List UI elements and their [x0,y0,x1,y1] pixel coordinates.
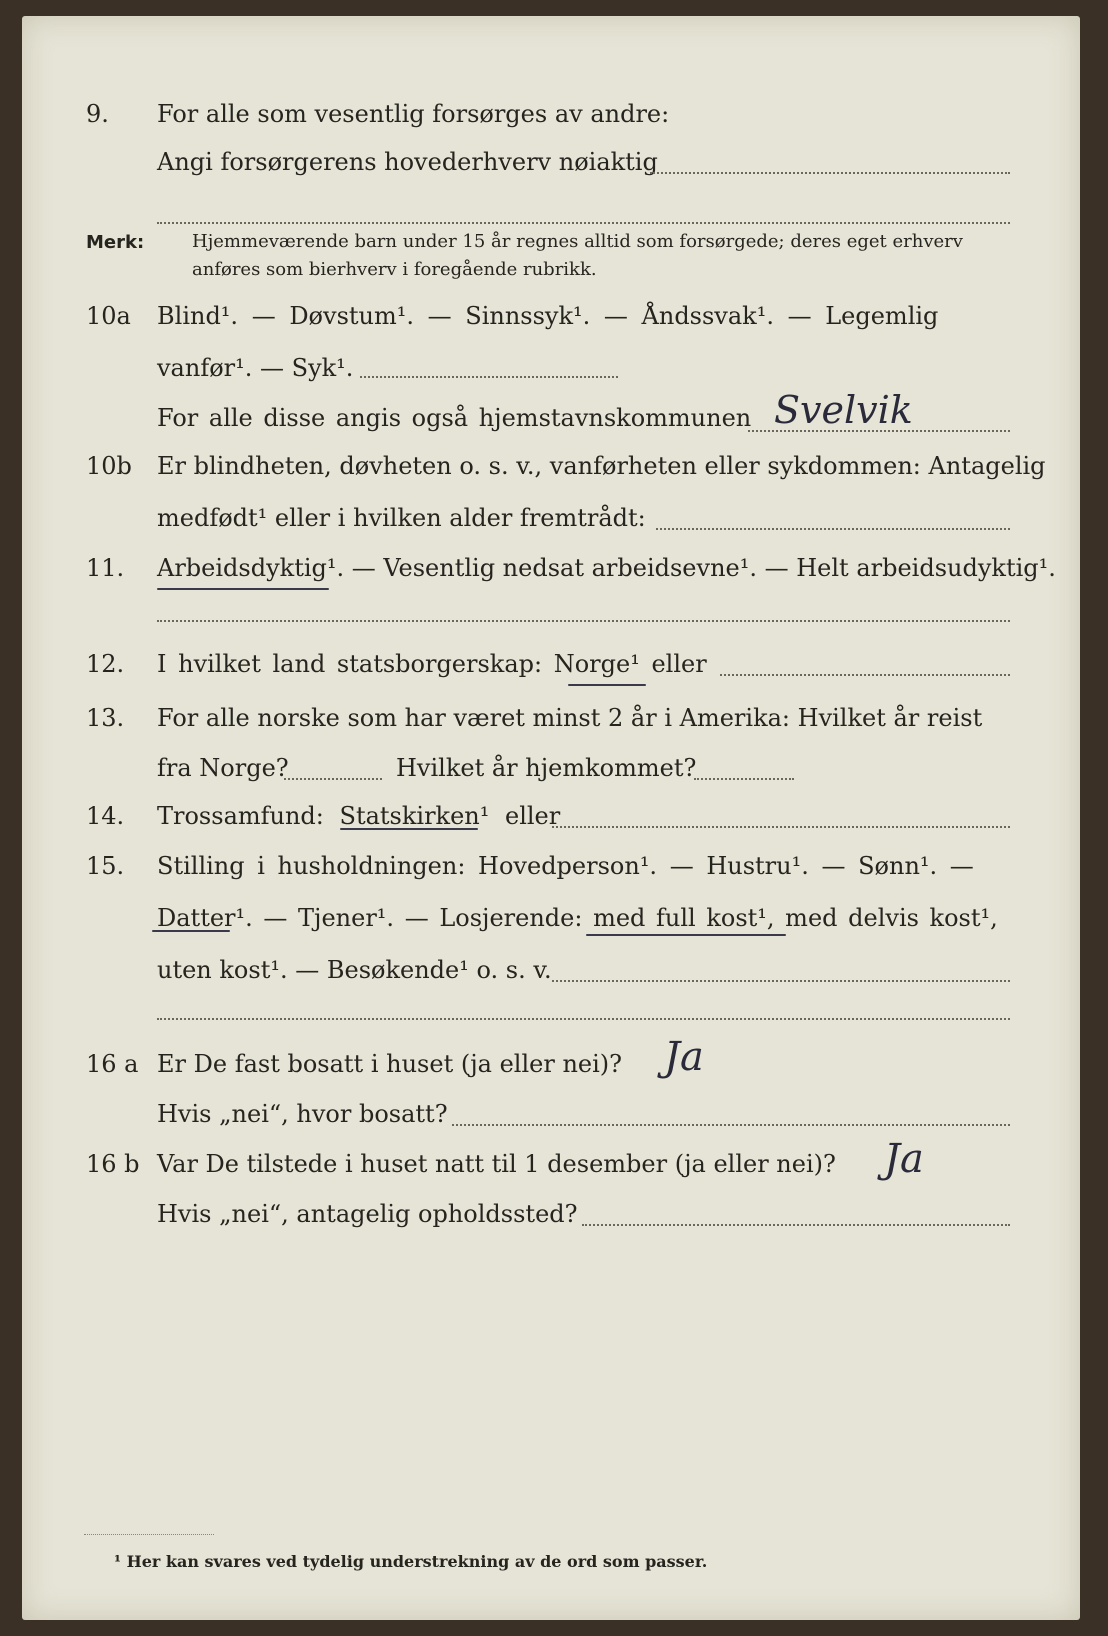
question-text: uten kost¹. — Besøkende¹ o. s. v. [157,956,552,984]
answer-line[interactable] [552,980,1010,982]
underline-mark [340,828,478,830]
question-10a [22,302,1080,342]
question-16b [22,1136,1080,1190]
answer-line[interactable] [720,674,1010,676]
answer-line[interactable] [157,1018,1010,1020]
question-text: Hvis „nei“, hvor bosatt? [157,1100,448,1128]
question-text: Angi forsørgerens hovederhverv nøiaktig [157,148,658,176]
question-10b-line2 [22,504,1080,544]
underline-mark [586,934,786,936]
question-13 [22,704,1080,744]
question-number: 16 a [86,1050,139,1078]
question-12 [22,650,1080,690]
question-number: 11. [86,554,125,582]
question-text: Blind¹. — Døvstum¹. — Sinnssyk¹. — Åndssvak¹. — Legemlig [157,302,939,330]
question-number: 10a [86,302,131,330]
question-text: Hvis „nei“, antagelig opholdssted? [157,1200,578,1228]
question-number: 9. [86,100,109,128]
underline-mark [152,930,230,932]
handwritten-answer: Ja [884,1136,924,1182]
handwritten-answer: Ja [664,1034,704,1080]
answer-line[interactable] [552,826,1010,828]
answer-line[interactable] [694,778,794,780]
question-text: Arbeidsdyktig¹. — Vesentlig nedsat arbeidsevne¹. — Helt arbeidsudyktig¹. [157,554,1056,582]
question-16b-line2 [22,1200,1080,1240]
question-text: I hvilket land statsborgerskap: Norge¹ eller [157,650,707,678]
question-text: Trossamfund: Statskirken¹ eller [157,802,561,830]
note-text [192,228,963,284]
question-number: 13. [86,704,125,732]
question-number: 12. [86,650,125,678]
answer-line[interactable] [582,1224,1010,1226]
question-text: Datter¹. — Tjener¹. — Losjerende: med full kost¹, med delvis kost¹, [157,904,998,932]
answer-line[interactable] [656,528,1010,530]
answer-line[interactable] [157,620,1010,622]
question-text: vanfør¹. — Syk¹. [157,354,354,382]
question-text: Er blindheten, døvheten o. s. v., vanførheten eller sykdommen: Antagelig [157,452,1046,480]
question-text: For alle disse angis også hjemstavnskommunen [157,404,752,432]
question-text: Hvilket år hjemkommet? [396,754,697,782]
question-15 [22,852,1080,892]
underline-mark [568,684,646,686]
question-number: 16 b [86,1150,140,1178]
footnote-divider [84,1534,214,1535]
question-text: Stilling i husholdningen: Hovedperson¹. — Hustru¹. — Sønn¹. — [157,852,974,880]
answer-line[interactable] [284,778,382,780]
question-text: fra Norge? [157,754,289,782]
question-text: medfødt¹ eller i hvilken alder fremtrådt: [157,504,646,532]
note-label: Merk: [86,232,145,253]
question-16a-line2 [22,1100,1080,1140]
question-15-line2 [22,904,1080,944]
question-number: 10b [86,452,132,480]
question-text: Er De fast bosatt i huset (ja eller nei)? [157,1050,623,1078]
answer-line[interactable] [650,172,1010,174]
answer-line[interactable] [452,1124,1010,1126]
underline-mark [157,588,329,590]
question-number: 14. [86,802,125,830]
question-10b [22,452,1080,492]
question-number: 15. [86,852,125,880]
question-text: For alle norske som har været minst 2 år i Amerika: Hvilket år reist [157,704,983,732]
question-9 [22,100,1080,140]
question-13-line2 [22,754,1080,794]
note-line: anføres som bierhverv i foregående rubrikk. [192,259,597,280]
note-line: Hjemmeværende barn under 15 år regnes alltid som forsørgede; deres eget erhverv [192,231,963,252]
handwritten-answer: Svelvik [774,388,913,432]
answer-line[interactable] [157,222,1010,224]
answer-line[interactable] [360,376,618,378]
question-9-line2 [22,148,1080,188]
question-10a-line3 [22,388,1080,444]
question-16a [22,1034,1080,1090]
census-form-page [22,16,1080,1620]
footnote: ¹ Her kan svares ved tydelig understrekning av de ord som passer. [114,1552,708,1571]
question-text: Var De tilstede i huset natt til 1 desember (ja eller nei)? [157,1150,836,1178]
question-15-line3 [22,956,1080,996]
question-10a-line2 [22,354,1080,394]
question-text: For alle som vesentlig forsørges av andre: [157,100,670,128]
question-14 [22,802,1080,842]
